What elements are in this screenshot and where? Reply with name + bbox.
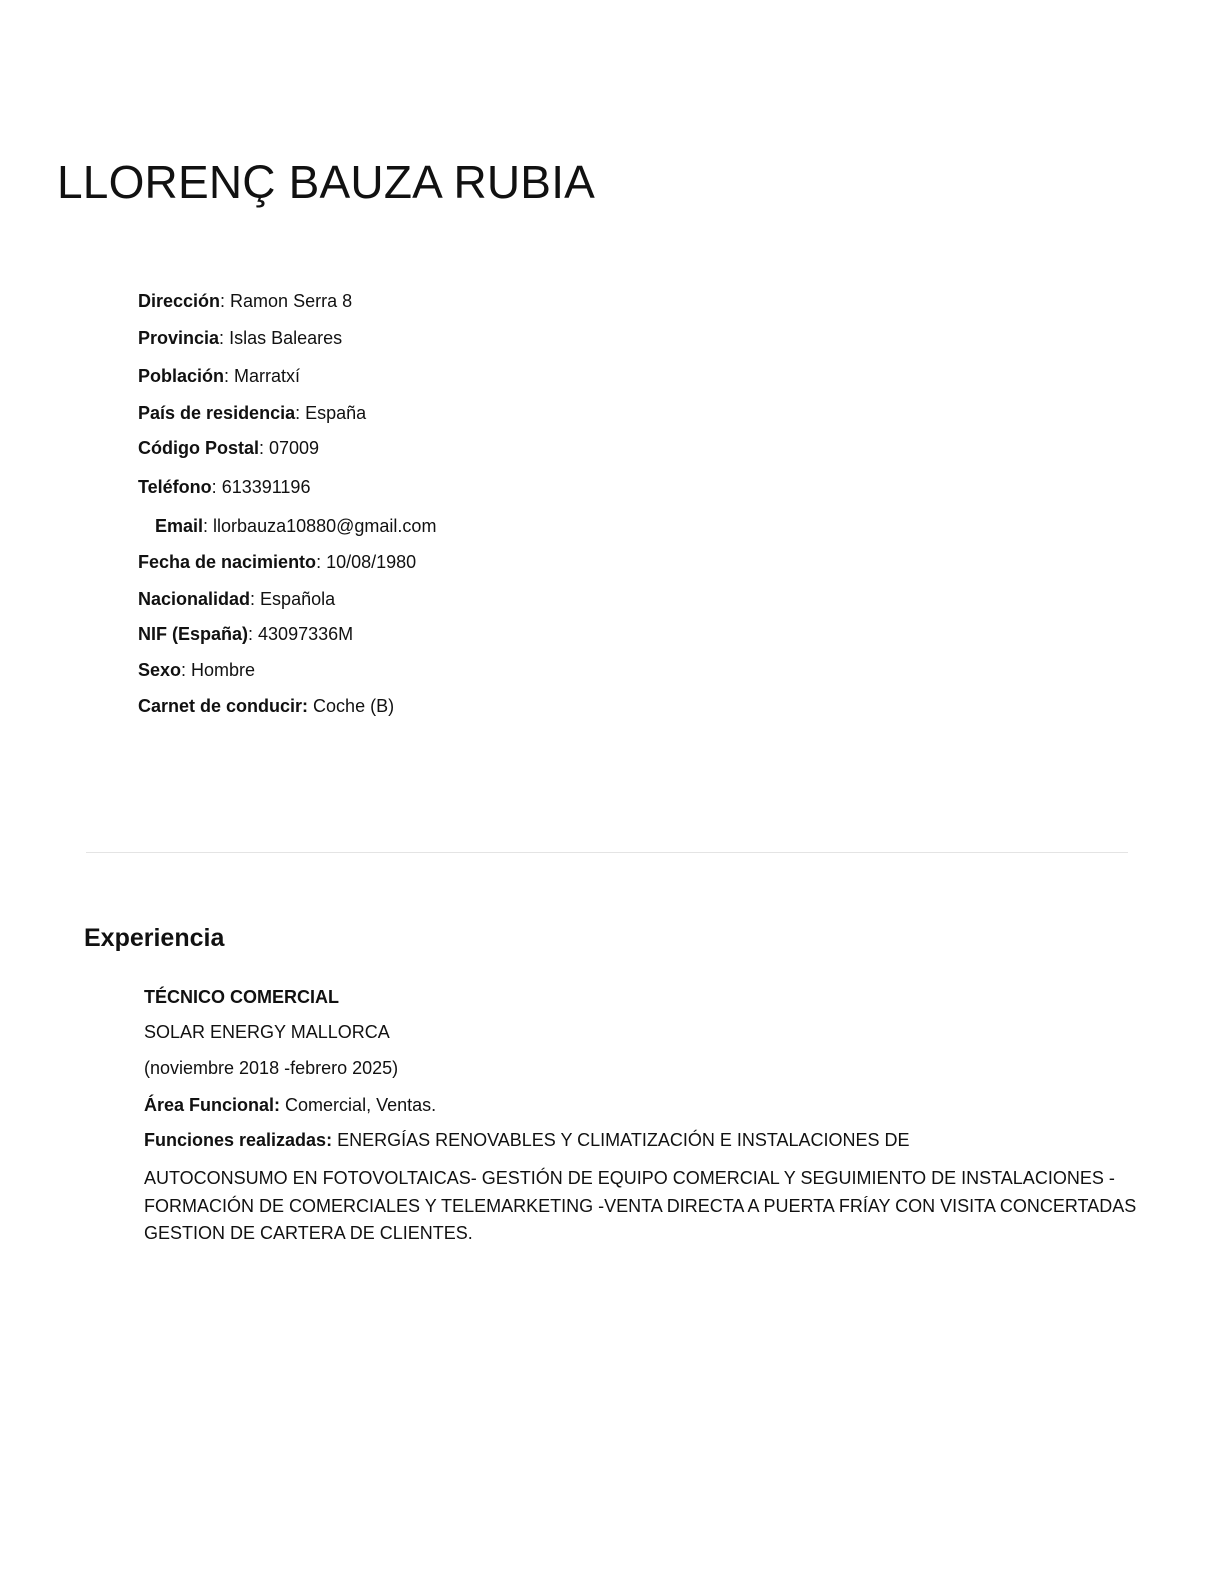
job-dates: (noviembre 2018 -febrero 2025) bbox=[144, 1058, 399, 1078]
functions-label: Funciones realizadas: bbox=[144, 1130, 333, 1150]
section-divider bbox=[86, 852, 1128, 853]
info-label: Teléfono bbox=[138, 477, 212, 497]
experience-section-title: Experiencia bbox=[84, 924, 225, 952]
info-label: Sexo bbox=[138, 660, 182, 680]
info-label: Población bbox=[138, 366, 225, 386]
info-row-country: País de residencia: España bbox=[138, 403, 367, 423]
info-row-address: Dirección: Ramon Serra 8 bbox=[138, 291, 353, 311]
info-value: 43097336M bbox=[258, 624, 354, 644]
email-link[interactable]: llorbauza10880@gmail.com bbox=[213, 516, 437, 536]
info-row-postal-code: Código Postal: 07009 bbox=[138, 438, 320, 458]
info-label: Fecha de nacimiento bbox=[138, 552, 317, 572]
company-name: SOLAR ENERGY MALLORCA bbox=[144, 1022, 390, 1042]
info-value: 07009 bbox=[269, 438, 320, 458]
description-line: FORMACIÓN DE COMERCIALES Y TELEMARKETING -VENTA DIRECTA A PUERTA FRÍAY CON VISITA CONCERTADAS bbox=[144, 1195, 1137, 1216]
info-value: Española bbox=[260, 589, 336, 609]
functional-area-label: Área Funcional: bbox=[144, 1095, 281, 1115]
functional-area bbox=[144, 1093, 436, 1117]
info-value: Ramon Serra 8 bbox=[230, 291, 353, 311]
info-label: Dirección bbox=[138, 291, 221, 311]
candidate-name: LLORENÇ BAUZA RUBIA bbox=[57, 156, 596, 208]
info-value: Marratxí bbox=[234, 366, 301, 386]
description-line: GESTION DE CARTERA DE CLIENTES. bbox=[144, 1223, 473, 1243]
functions-performed bbox=[144, 1128, 910, 1152]
info-label: NIF (España) bbox=[138, 624, 249, 644]
info-row-birth-date: Fecha de nacimiento: 10/08/1980 bbox=[138, 552, 417, 572]
info-value: 613391196 bbox=[221, 477, 311, 497]
job-description bbox=[144, 1165, 1137, 1248]
info-label: Nacionalidad bbox=[138, 589, 251, 609]
description-line: AUTOCONSUMO EN FOTOVOLTAICAS- GESTIÓN DE EQUIPO COMERCIAL Y SEGUIMIENTO DE INSTALACIONES - bbox=[144, 1168, 1115, 1188]
info-row-sex: Sexo: Hombre bbox=[138, 660, 256, 680]
functions-value: ENERGÍAS RENOVABLES Y CLIMATIZACIÓN E INSTALACIONES DE bbox=[337, 1130, 910, 1150]
info-label: Provincia bbox=[138, 328, 220, 348]
info-row-nif: NIF (España): 43097336M bbox=[138, 624, 354, 644]
info-value: Coche (B) bbox=[313, 696, 395, 716]
info-row-town: Población: Marratxí bbox=[138, 366, 301, 386]
info-label: País de residencia bbox=[138, 403, 296, 423]
job-title: TÉCNICO COMERCIAL bbox=[144, 987, 339, 1007]
info-value: Hombre bbox=[191, 660, 256, 680]
info-row-driving-license bbox=[138, 694, 394, 718]
info-row-phone: Teléfono: 613391196 bbox=[138, 477, 311, 497]
info-value: Islas Baleares bbox=[229, 328, 343, 348]
info-row-email: Email: llorbauza10880@gmail.com bbox=[155, 516, 437, 536]
functional-area-value: Comercial, Ventas. bbox=[285, 1095, 437, 1115]
info-label: Email bbox=[155, 516, 204, 536]
info-value: 10/08/1980 bbox=[326, 552, 417, 572]
info-value: España bbox=[305, 403, 367, 423]
info-row-province: Provincia: Islas Baleares bbox=[138, 328, 343, 348]
info-label: Código Postal bbox=[138, 438, 259, 458]
info-row-nationality: Nacionalidad: Española bbox=[138, 589, 336, 609]
info-label: Carnet de conducir: bbox=[138, 696, 309, 716]
